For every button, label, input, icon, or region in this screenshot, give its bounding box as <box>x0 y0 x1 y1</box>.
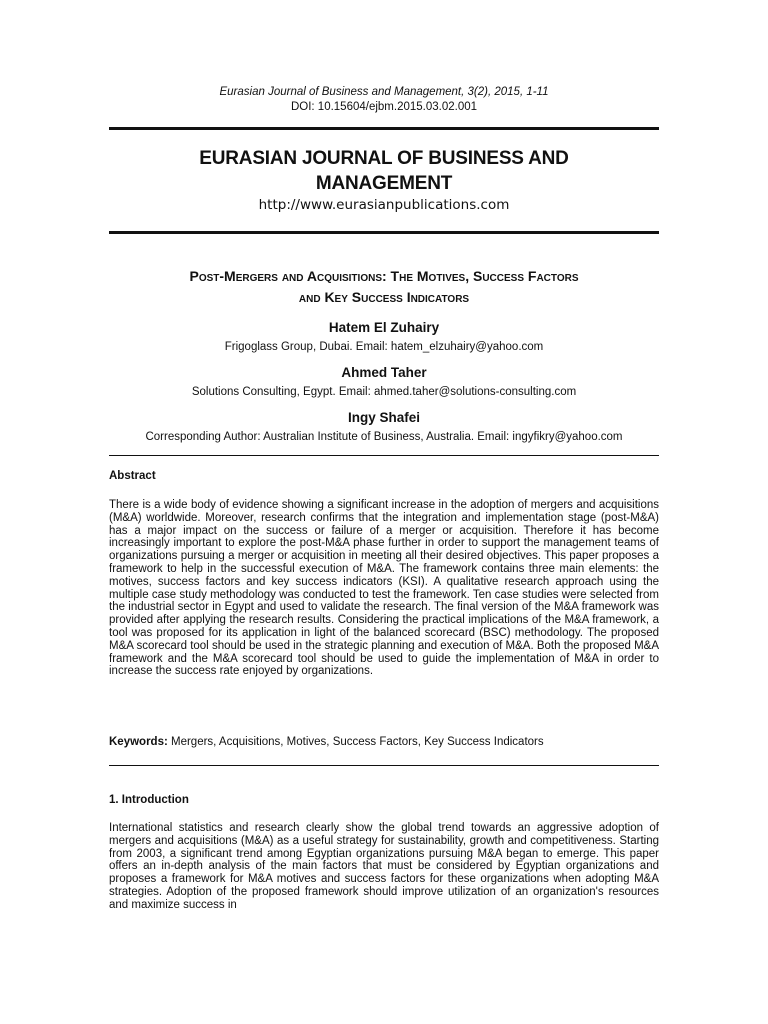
author-affiliation: Solutions Consulting, Egypt. Email: ahmed.taher@solutions-consulting.com <box>191 386 577 398</box>
journal-reference <box>109 85 659 115</box>
paper-title-line-1: Post-Mergers and Acquisitions: The Motives, Success Factors <box>189 268 579 284</box>
abstract-text: There is a wide body of evidence showing a significant increase in the adoption of mergers and acquisitions (M&A) worldwide. Moreover, research confirms that the integration and implementation stage (post-M&A) has a major impact on the success or failure of a merger or acquisition. Therefore it has become increasingly important to explore the post-M&A phase further in order to support the management teams of organizations pursuing a merger or acquisition in meeting all their desired objectives. This paper proposes a framework to help in the successful execution of M&A. The framework contains three main elements: the motives, success factors and key success indicators (KSI). A qualitative research approach using the multiple case study methodology was conducted to test the framework. Ten case studies were selected from the industrial sector in Egypt and used to validate the research. The final version of the M&A framework was provided after applying the research results. Considering the practical implications of the M&A framework, a tool was proposed for its application in light of the balanced scorecard (BSC) methodology. The proposed M&A scorecard tool should be used in the strategic planning and execution of M&A. Both the proposed M&A framework and the M&A scorecard tool should be used to guide the implementation of M&A in order to increase the success rate enjoyed by organizations. <box>109 499 659 678</box>
journal-citation: Eurasian Journal of Business and Management, 3(2), 2015, 1-11 <box>219 86 549 98</box>
abstract-bottom-divider <box>109 765 659 766</box>
masthead-line-2: MANAGEMENT <box>315 173 453 194</box>
paper-title-line-2: and Key Success Indicators <box>298 289 470 305</box>
journal-url: http://www.eurasianpublications.com <box>258 197 510 213</box>
top-divider <box>109 127 659 130</box>
author-affiliation: Frigoglass Group, Dubai. Email: hatem_elzuhairy@yahoo.com <box>224 341 544 353</box>
doi-text: DOI: 10.15604/ejbm.2015.03.02.001 <box>290 101 478 113</box>
journal-masthead <box>109 146 659 196</box>
introduction-heading: 1. Introduction <box>109 794 189 806</box>
masthead-line-1: EURASIAN JOURNAL OF BUSINESS AND <box>199 148 569 169</box>
paper-page <box>109 0 659 1024</box>
introduction-text: International statistics and research clearly show the global trend towards an aggressive adoption of mergers and acquisitions (M&A) as a useful strategy for sustainability, growth and competitiveness. Starting from 2003, a significant trend among Egyptian organizations pursuing M&A began to emerge. This paper offers an in-depth analysis of the main factors that must be considered by Egyptian organizations and proposes a framework for M&A motives and success factors for these organizations when adopting M&A strategies. Adoption of the proposed framework should improve utilization of an organization's resources and maximize success in <box>109 822 659 911</box>
abstract-top-divider <box>109 455 659 456</box>
author-block <box>109 364 659 400</box>
author-block <box>109 409 659 445</box>
keywords-line <box>109 736 659 748</box>
masthead-divider <box>109 231 659 234</box>
keywords-label: Keywords: <box>109 736 168 748</box>
author-name: Hatem El Zuhairy <box>328 320 440 335</box>
author-block <box>109 319 659 355</box>
author-name: Ahmed Taher <box>341 365 427 380</box>
paper-title <box>109 266 659 308</box>
author-name: Ingy Shafei <box>347 410 420 425</box>
abstract-heading: Abstract <box>109 470 156 482</box>
author-affiliation: Corresponding Author: Australian Institute of Business, Australia. Email: ingyfikry@yahoo.com <box>145 431 623 443</box>
keywords-list: Mergers, Acquisitions, Motives, Success Factors, Key Success Indicators <box>171 736 544 748</box>
